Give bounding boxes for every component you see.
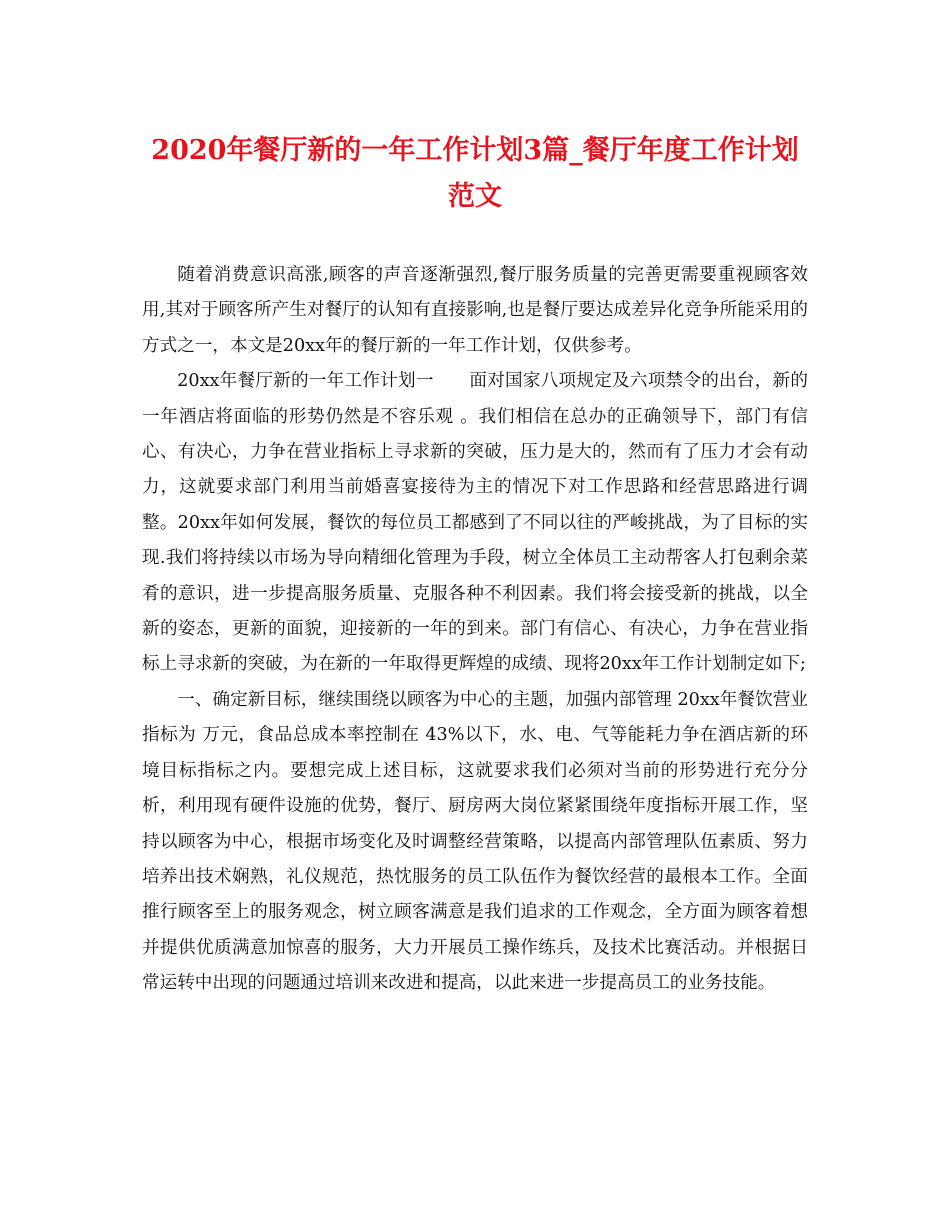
paragraph-new-goal: 一、确定新目标，继续围绕以顾客为中心的主题，加强内部管理 20xx年餐饮营业指标为 万元，食品总成本率控制在 43%以下，水、电、气等能耗力争在酒店新的环境目标指标之内。要想完成上述目标，这就要求我们必须对当前的形势进行充分分析，利用现有硬件设施的优势，餐厅、厨房两大岗位紧紧围绕年度指标开展工作，坚持以顾客为中心，根据市场变化及时调整经营策略，以提高内部管理队伍素质、努力培养出技术娴熟，礼仪规范，热忱服务的员工队伍作为餐饮经营的最根本工作。全面推行顾客至上的服务观念，树立顾客满意是我们追求的工作观念，全方面为顾客着想并提供优质满意加惊喜的服务，大力开展员工操作练兵，及技术比赛活动。并根据日常运转中出现的问题通过培训来改进和提高，以此来进一步提高员工的业务技能。 — [142, 689, 808, 994]
document-title: 2020年餐厅新的一年工作计划3篇_餐厅年度工作计划范文 — [151, 135, 799, 212]
paragraph-plan-one: 20xx年餐厅新的一年工作计划一 面对国家八项规定及六项禁令的出台，新的一年酒店将面临的形势仍然是不容乐观 。我们相信在总办的正确领导下，部门有信心、有决心，力争在营业指标上寻求新的突破，压力是大的，然而有了压力才会有动力，这就要求部门利用当前婚喜宴接待为主的情况下对工作思路和经营思路进行调整。20xx年如何发展，餐饮的每位员工都感到了不同以往的严峻挑战，为了目标的实现.我们将持续以市场为导向精细化管理为手段，树立全体员工主动帮客人打包剩余菜肴的意识，进一步提高服务质量、克服各种不利因素。我们将会接受新的挑战，以全新的姿态，更新的面貌，迎接新的一年的到来。部门有信心、有决心，力争在营业指标上寻求新的突破，为在新的一年取得更辉煌的成绩、现将20xx年工作计划制定如下; — [142, 371, 808, 675]
paragraph-intro: 随着消费意识高涨,顾客的声音逐渐强烈,餐厅服务质量的完善更需要重视顾客效用,其对于顾客所产生对餐厅的认知有直接影响,也是餐厅要达成差异化竞争所能采用的方式之一，本文是20xx年的餐厅新的一年工作计划，仅供参考。 — [142, 265, 808, 356]
